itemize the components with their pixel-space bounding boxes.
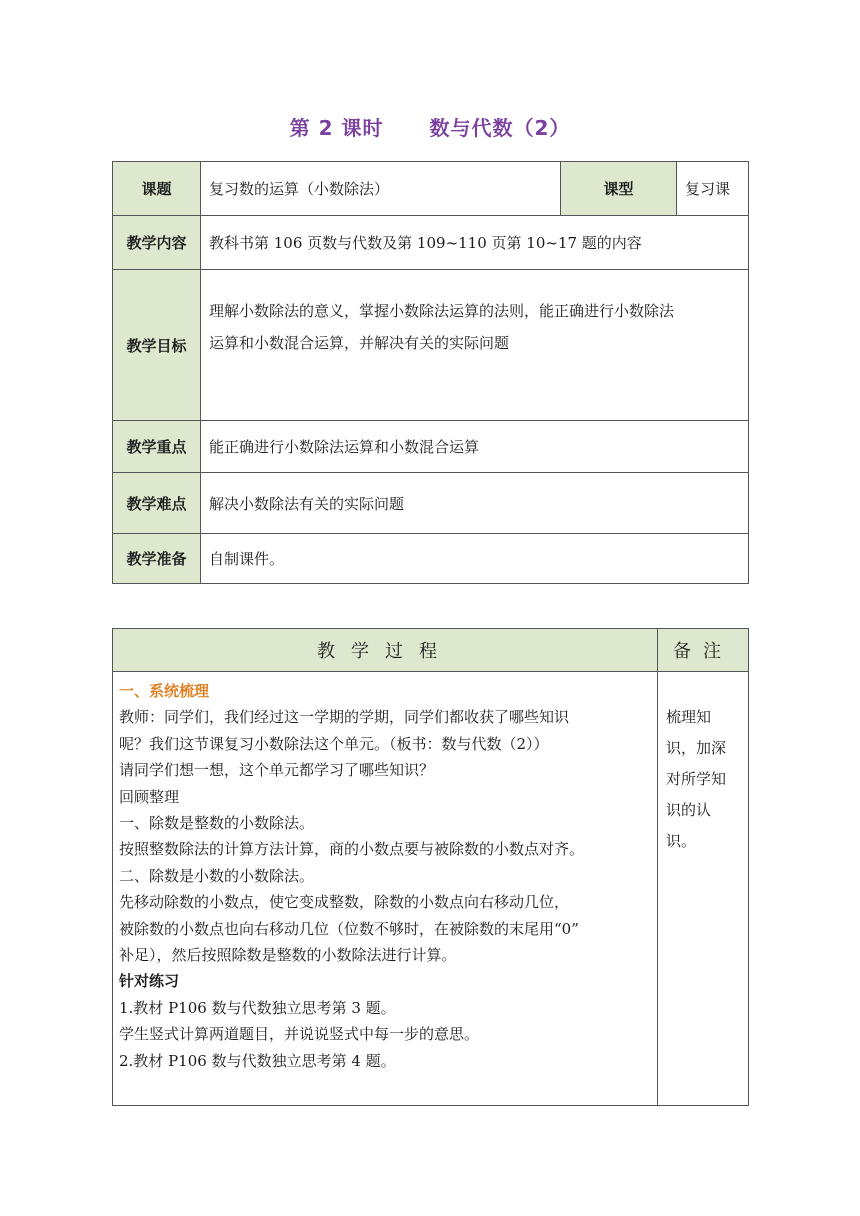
note-content xyxy=(658,672,749,1106)
difficulty-label: 教学难点 xyxy=(113,473,201,534)
type-label: 课型 xyxy=(561,162,677,216)
goal-value xyxy=(201,270,749,421)
goal-line-2: 运算和小数混合运算，并解决有关的实际问题 xyxy=(209,334,510,352)
topic-row xyxy=(113,162,749,216)
process-line: 呢？我们这节课复习小数除法这个单元。（板书：数与代数（2）） xyxy=(119,734,549,753)
topic-label: 课题 xyxy=(113,162,201,216)
process-line: 请同学们想一想，这个单元都学习了哪些知识？ xyxy=(119,761,435,780)
topic-value: 复习数的运算（小数除法） xyxy=(201,162,561,216)
prep-label: 教学准备 xyxy=(113,534,201,584)
process-line: 被除数的小数点也向右移动几位（位数不够时，在被除数的末尾用“0” xyxy=(119,919,579,938)
difficulty-value: 解决小数除法有关的实际问题 xyxy=(201,473,749,534)
process-line: 回顾整理 xyxy=(119,787,180,806)
teaching-process-table xyxy=(112,628,749,1106)
key-value: 能正确进行小数除法运算和小数混合运算 xyxy=(201,421,749,473)
practice-heading: 针对练习 xyxy=(119,972,180,991)
process-content xyxy=(113,672,658,1106)
difficulty-row xyxy=(113,473,749,534)
note-header: 备注 xyxy=(658,629,749,672)
goal-row xyxy=(113,270,749,421)
process-line: 2.教材 P106 数与代数独立思考第 4 题。 xyxy=(119,1051,396,1070)
note-line: 识，加深 xyxy=(666,739,727,757)
note-line: 识的认 xyxy=(666,801,712,819)
note-line: 梳理知 xyxy=(666,708,712,726)
content-value: 教科书第 106 页数与代数及第 109~110 页第 10~17 题的内容 xyxy=(201,216,749,270)
note-line: 对所学知 xyxy=(666,770,727,788)
prep-row xyxy=(113,534,749,584)
lesson-number: 第 2 课时 xyxy=(289,116,384,140)
process-header-row xyxy=(113,629,749,672)
lesson-info-table xyxy=(112,161,749,584)
process-line: 补足），然后按照除数是整数的小数除法进行计算。 xyxy=(119,946,457,965)
prep-value: 自制课件。 xyxy=(201,534,749,584)
process-line: 按照整数除法的计算方法计算，商的小数点要与被除数的小数点对齐。 xyxy=(119,840,585,859)
key-row xyxy=(113,421,749,473)
key-label: 教学重点 xyxy=(113,421,201,473)
section-heading: 一、系统梳理 xyxy=(119,682,210,700)
lesson-title xyxy=(0,112,860,141)
lesson-topic: 数与代数（2） xyxy=(429,116,571,140)
process-line: 先移动除数的小数点，使它变成整数，除数的小数点向右移动几位， xyxy=(119,893,570,912)
process-line: 一、除数是整数的小数除法。 xyxy=(119,814,315,833)
process-header: 教学过程 xyxy=(113,629,658,672)
note-line: 识。 xyxy=(666,832,697,850)
goal-line-1: 理解小数除法的意义，掌握小数除法运算的法则，能正确进行小数除法 xyxy=(209,302,675,320)
content-label: 教学内容 xyxy=(113,216,201,270)
goal-label: 教学目标 xyxy=(113,270,201,421)
content-row xyxy=(113,216,749,270)
process-line: 学生竖式计算两道题目，并说说竖式中每一步的意思。 xyxy=(119,1025,480,1044)
process-line: 二、除数是小数的小数除法。 xyxy=(119,866,315,885)
process-line: 1.教材 P106 数与代数独立思考第 3 题。 xyxy=(119,998,396,1017)
type-value: 复习课 xyxy=(677,162,749,216)
process-line: 教师：同学们，我们经过这一学期的学期，同学们都收获了哪些知识 xyxy=(119,708,570,727)
process-body-row xyxy=(113,672,749,1106)
